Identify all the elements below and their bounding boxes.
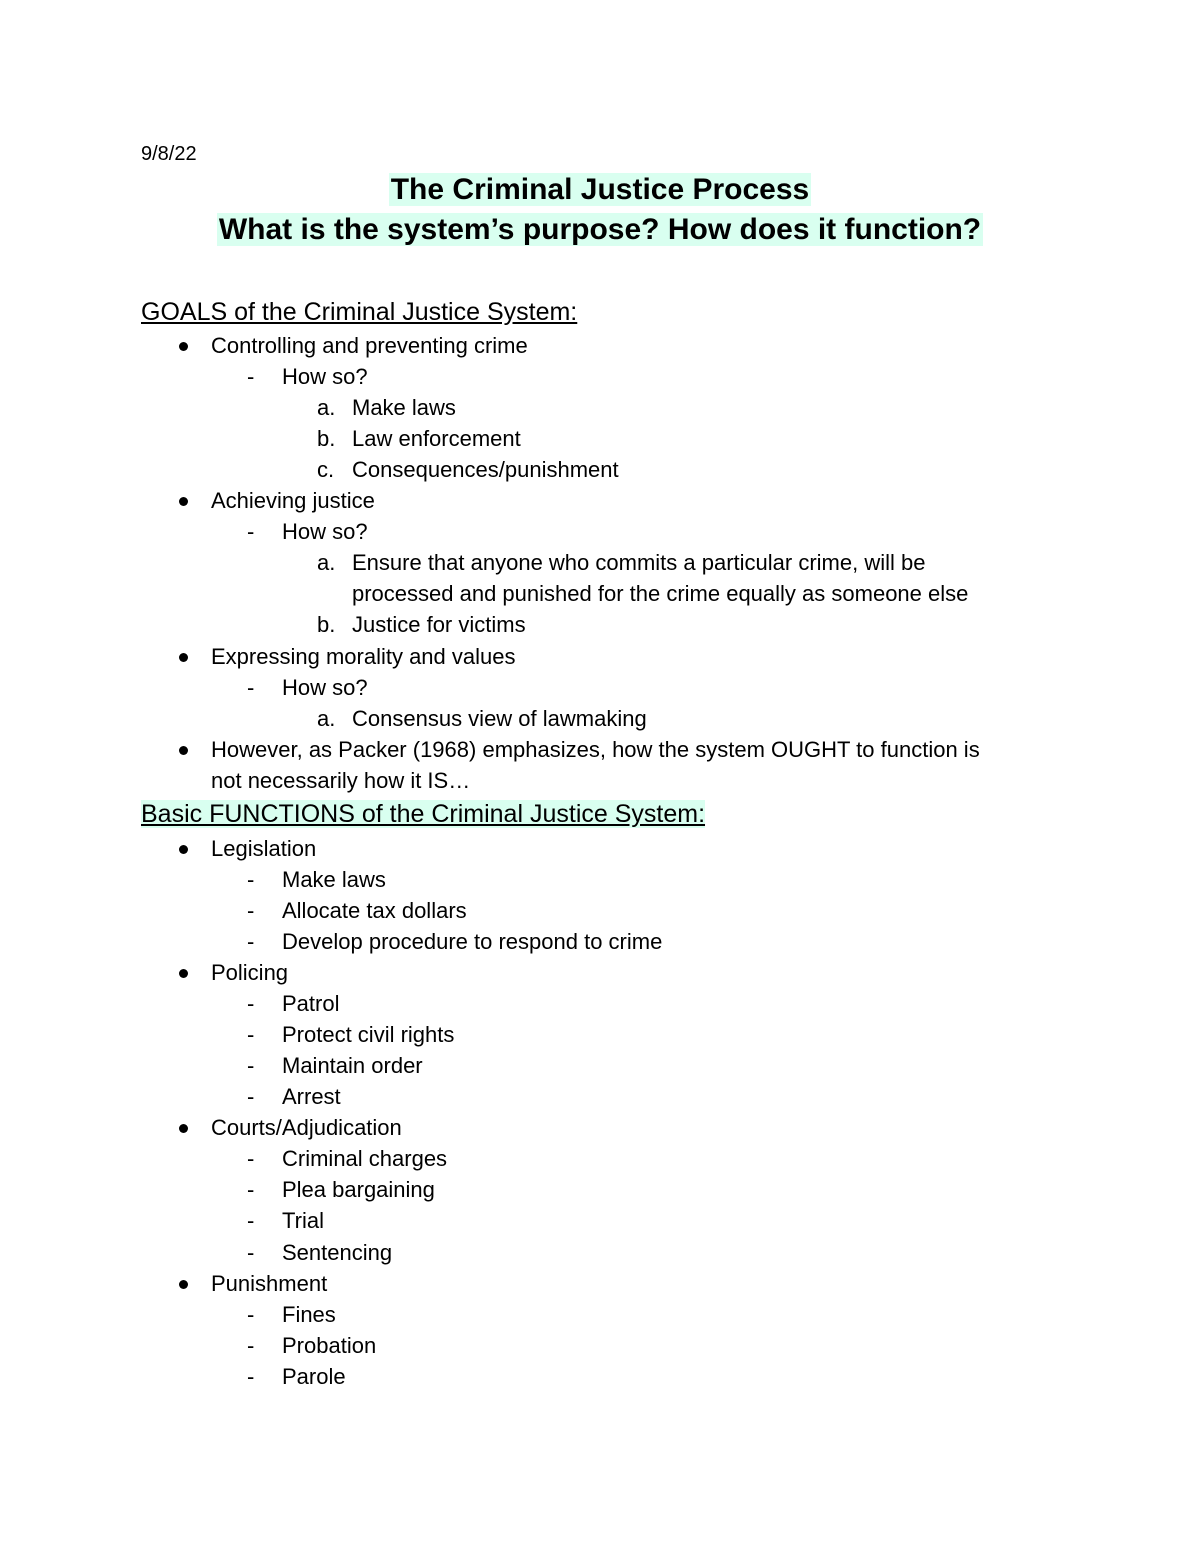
dash-marker: - (247, 929, 255, 954)
bullet-icon (179, 969, 188, 978)
function-sub-item: Plea bargaining (282, 1177, 435, 1202)
function-sub-item: Sentencing (282, 1240, 393, 1265)
goal-point: Law enforcement (352, 426, 521, 451)
function-item-label: Courts/Adjudication (211, 1115, 402, 1140)
functions-heading-text: Basic FUNCTIONS of the Criminal Justice System: (141, 800, 706, 828)
goal-point: Consequences/punishment (352, 457, 619, 482)
function-item-label: Legislation (211, 836, 317, 861)
dash-marker: - (247, 1240, 255, 1265)
dash-marker: - (247, 867, 255, 892)
goals-heading (141, 296, 577, 328)
dash-marker: - (247, 1022, 255, 1047)
function-sub-item: Maintain order (282, 1053, 423, 1078)
dash-marker: - (247, 1053, 255, 1078)
goal-sub-item: How so? (282, 519, 368, 544)
goal-point-continuation: processed and punished for the crime equally as someone else (352, 581, 969, 606)
bullet-icon (179, 653, 188, 662)
bullet-icon (179, 1124, 188, 1133)
bullet-icon (179, 1280, 188, 1289)
function-sub-item: Protect civil rights (282, 1022, 455, 1047)
goal-item-label: Achieving justice (211, 488, 375, 513)
bullet-icon (179, 746, 188, 755)
dash-marker: - (247, 1084, 255, 1109)
function-sub-item: Parole (282, 1364, 346, 1389)
page-subtitle (0, 210, 1200, 250)
dash-marker: - (247, 1302, 255, 1327)
goal-item-label: Expressing morality and values (211, 644, 516, 669)
dash-marker: - (247, 1208, 255, 1233)
function-sub-item: Probation (282, 1333, 377, 1358)
goal-item-label: However, as Packer (1968) emphasizes, how the system OUGHT to function is (211, 737, 980, 762)
dash-marker: - (247, 675, 255, 700)
list-marker: a. (317, 706, 336, 731)
dash-marker: - (247, 1364, 255, 1389)
function-sub-item: Patrol (282, 991, 340, 1016)
page-title-text: The Criminal Justice Process (390, 173, 810, 206)
dash-marker: - (247, 898, 255, 923)
list-marker: c. (317, 457, 335, 482)
dash-marker: - (247, 991, 255, 1016)
goal-item-label-continuation: not necessarily how it IS… (211, 768, 471, 793)
function-sub-item: Make laws (282, 867, 386, 892)
bullet-icon (179, 342, 188, 351)
page-title (0, 170, 1200, 210)
function-sub-item: Criminal charges (282, 1146, 448, 1171)
list-marker: a. (317, 550, 336, 575)
list-marker: b. (317, 612, 336, 637)
functions-heading (141, 798, 705, 830)
bullet-icon (179, 845, 188, 854)
dash-marker: - (247, 364, 255, 389)
date: 9/8/22 (141, 143, 197, 165)
function-sub-item: Allocate tax dollars (282, 898, 467, 923)
function-sub-item: Arrest (282, 1084, 341, 1109)
dash-marker: - (247, 1146, 255, 1171)
goal-point: Make laws (352, 395, 456, 420)
goal-sub-item: How so? (282, 675, 368, 700)
dash-marker: - (247, 1177, 255, 1202)
function-item-label: Policing (211, 960, 289, 985)
goal-point: Consensus view of lawmaking (352, 706, 647, 731)
function-sub-item: Develop procedure to respond to crime (282, 929, 663, 954)
goals-heading-text: GOALS of the Criminal Justice System: (141, 298, 578, 326)
goal-point: Ensure that anyone who commits a particular crime, will be (352, 550, 926, 575)
function-sub-item: Trial (282, 1208, 324, 1233)
bullet-icon (179, 497, 188, 506)
function-sub-item: Fines (282, 1302, 336, 1327)
goal-point: Justice for victims (352, 612, 526, 637)
goal-item-label: Controlling and preventing crime (211, 333, 528, 358)
function-item-label: Punishment (211, 1271, 328, 1296)
dash-marker: - (247, 1333, 255, 1358)
goal-sub-item: How so? (282, 364, 368, 389)
list-marker: b. (317, 426, 336, 451)
title-block (0, 170, 1200, 250)
list-marker: a. (317, 395, 336, 420)
dash-marker: - (247, 519, 255, 544)
page-subtitle-text: What is the system’s purpose? How does it function? (218, 213, 982, 246)
